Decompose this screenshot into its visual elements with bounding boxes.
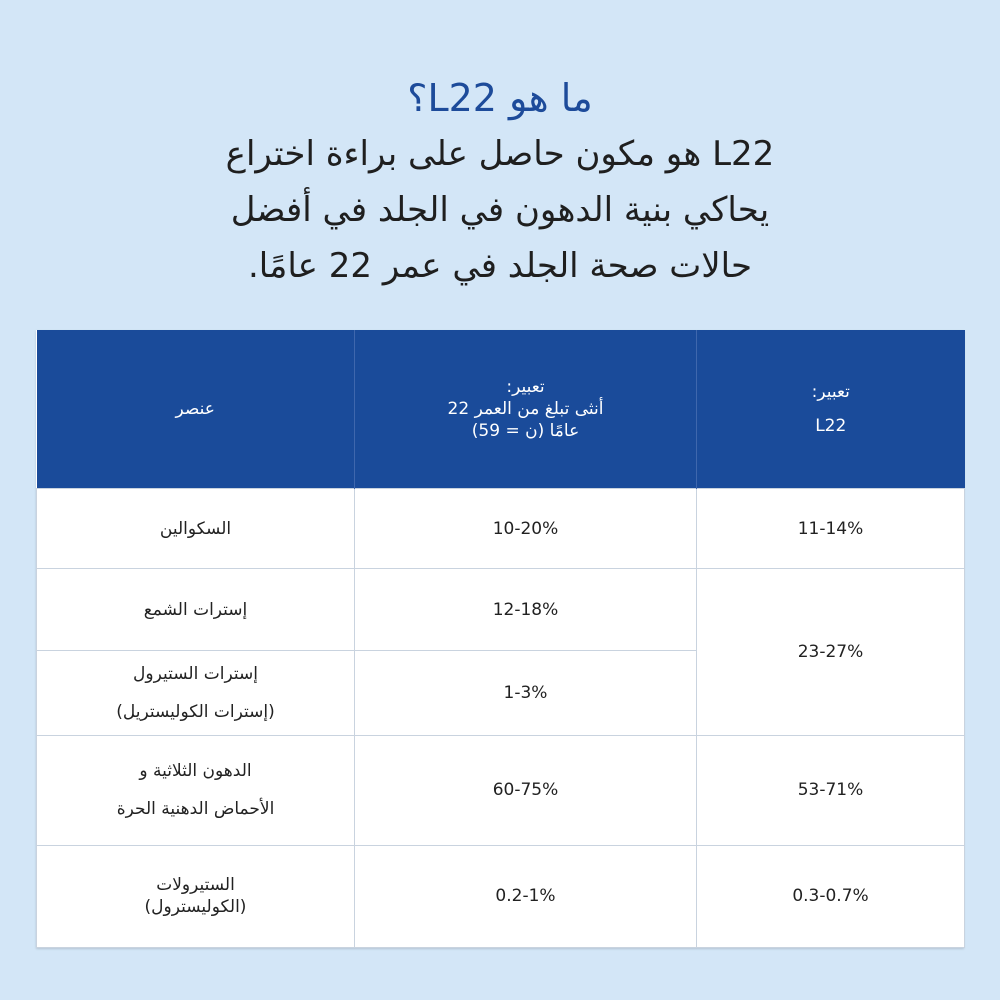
l22-cell: 11-14%	[697, 489, 965, 569]
description-line: L22 هو مكون حاصل على براءة اختراع	[225, 134, 775, 174]
header-line: عامًا (ن = 59)	[471, 421, 580, 441]
comparison-table	[36, 330, 965, 948]
l22-cell: 23-27%	[697, 569, 965, 735]
l22-cell: 53-71%	[697, 735, 965, 845]
table-row	[37, 489, 965, 569]
table-row	[37, 845, 965, 947]
element-cell	[37, 489, 355, 569]
description	[0, 126, 1000, 294]
header-l22	[697, 330, 965, 489]
header-element-label: عنصر	[175, 399, 215, 419]
element-name: إسترات الستيرول	[133, 663, 258, 684]
element-cell	[37, 735, 355, 845]
description-line: يحاكي بنية الدهون في الجلد في أفضل	[230, 190, 770, 230]
l22-cell: 0.3-0.7%	[697, 845, 965, 947]
heading	[0, 70, 1000, 294]
female-22-cell: 60-75%	[355, 735, 697, 845]
header-line: أنثى تبلغ من العمر 22	[447, 399, 604, 419]
element-name: الأحماض الدهنية الحرة	[116, 799, 275, 820]
element-name: إسترات الشمع	[143, 599, 248, 620]
table-row	[37, 735, 965, 845]
female-22-cell: 1-3%	[355, 651, 697, 735]
header-element	[37, 330, 355, 489]
comparison-table-container	[36, 330, 964, 948]
table-row	[37, 569, 965, 651]
female-22-cell: 10-20%	[355, 489, 697, 569]
element-cell	[37, 651, 355, 735]
header-line: تعبير:	[506, 377, 545, 397]
page-title: ما هو L22؟	[407, 76, 593, 120]
female-22-cell: 0.2-1%	[355, 845, 697, 947]
element-name: الدهون الثلاثية و	[139, 761, 252, 782]
element-cell	[37, 569, 355, 651]
element-name: (الكوليسترول)	[144, 897, 247, 918]
description-line: حالات صحة الجلد في عمر 22 عامًا.	[247, 246, 753, 286]
element-cell	[37, 845, 355, 947]
female-22-cell: 12-18%	[355, 569, 697, 651]
header-female-22	[355, 330, 697, 489]
element-name: السكوالين	[159, 518, 232, 539]
header-line: تعبير:	[811, 382, 850, 402]
element-name: الستيرولات	[156, 875, 235, 896]
header-line: L22	[815, 416, 847, 436]
element-name: (إسترات الكوليستريل)	[116, 701, 275, 722]
table-header-row	[37, 330, 965, 489]
